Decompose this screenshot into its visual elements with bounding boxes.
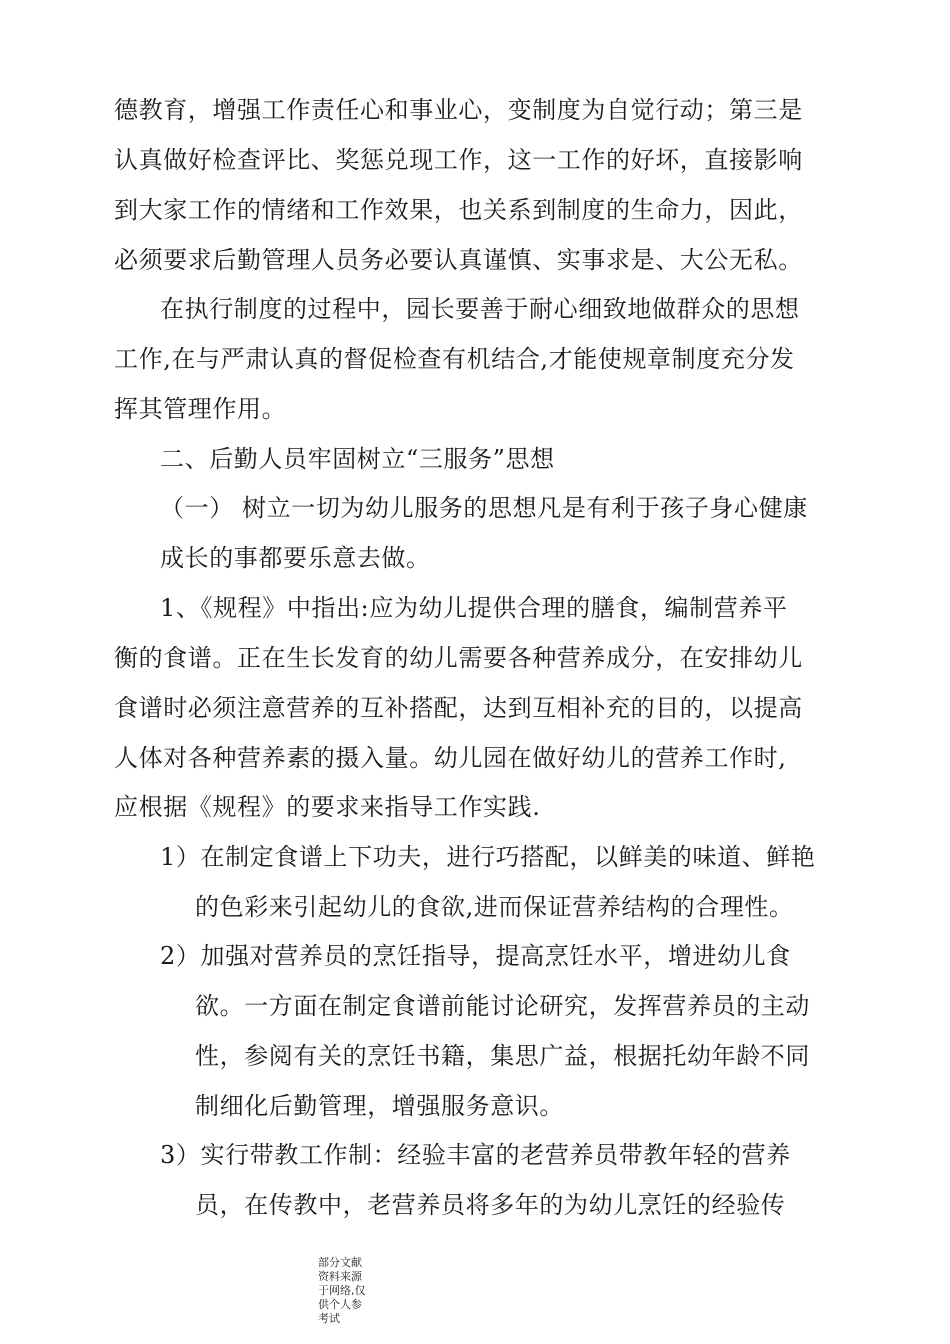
text-line: 德教育，增强工作责任心和事业心，变制度为自觉行动；第三是 <box>114 96 803 124</box>
text-line: 成长的事都要乐意去做。 <box>160 544 431 572</box>
text-line: 衡的食谱。正在生长发育的幼儿需要各种营养成分，在安排幼儿 <box>114 644 803 672</box>
text-line: 应根据《规程》的要求来指导工作实践. <box>114 793 541 821</box>
text-line: 员，在传教中，老营养员将多年的为幼儿烹饪的经验传 <box>195 1191 786 1219</box>
section-heading: 二、后勤人员牢固树立“三服务”思想 <box>160 445 555 473</box>
text-line: 1、《规程》中指出:应为幼儿提供合理的膳食，编制营养平 <box>160 594 788 622</box>
subsection-heading: （一） 树立一切为幼儿服务的思想凡是有利于孩子身心健康 <box>160 494 808 522</box>
text-line: 必须要求后勤管理人员务必要认真谨慎、实事求是、大公无私。 <box>114 246 803 274</box>
footer-note: 部分文献资料来源于网络,仅供个人参考试 <box>318 1256 366 1325</box>
text-line: 制细化后勤管理，增强服务意识。 <box>195 1092 564 1120</box>
text-line: 的色彩来引起幼儿的食欲,进而保证营养结构的合理性。 <box>195 893 794 921</box>
text-line: 工作,在与严肃认真的督促检查有机结合,才能使规章制度充分发 <box>114 345 795 373</box>
text-line: 挥其管理作用。 <box>114 395 287 423</box>
text-line: 认真做好检查评比、奖惩兑现工作，这一工作的好坏，直接影响 <box>114 146 803 174</box>
text-line: 食谱时必须注意营养的互补搭配，达到互相补充的目的，以提高 <box>114 694 803 722</box>
list-item: 2）加强对营养员的烹饪指导，提高烹饪水平，增进幼儿食 <box>160 942 791 970</box>
text-line: 人体对各种营养素的摄入量。幼儿园在做好幼儿的营养工作时, <box>114 744 787 772</box>
text-line: 在执行制度的过程中，园长要善于耐心细致地做群众的思想 <box>160 295 800 323</box>
text-line: 到大家工作的情绪和工作效果，也关系到制度的生命力，因此， <box>114 196 803 224</box>
list-item: 3）实行带教工作制：经验丰富的老营养员带教年轻的营养 <box>160 1141 791 1169</box>
text-line: 性，参阅有关的烹饪书籍，集思广益，根据托幼年龄不同 <box>195 1042 810 1070</box>
text-line: 欲。一方面在制定食谱前能讨论研究，发挥营养员的主动 <box>195 992 810 1020</box>
list-item: 1）在制定食谱上下功夫，进行巧搭配，以鲜美的味道、鲜艳 <box>160 843 816 871</box>
